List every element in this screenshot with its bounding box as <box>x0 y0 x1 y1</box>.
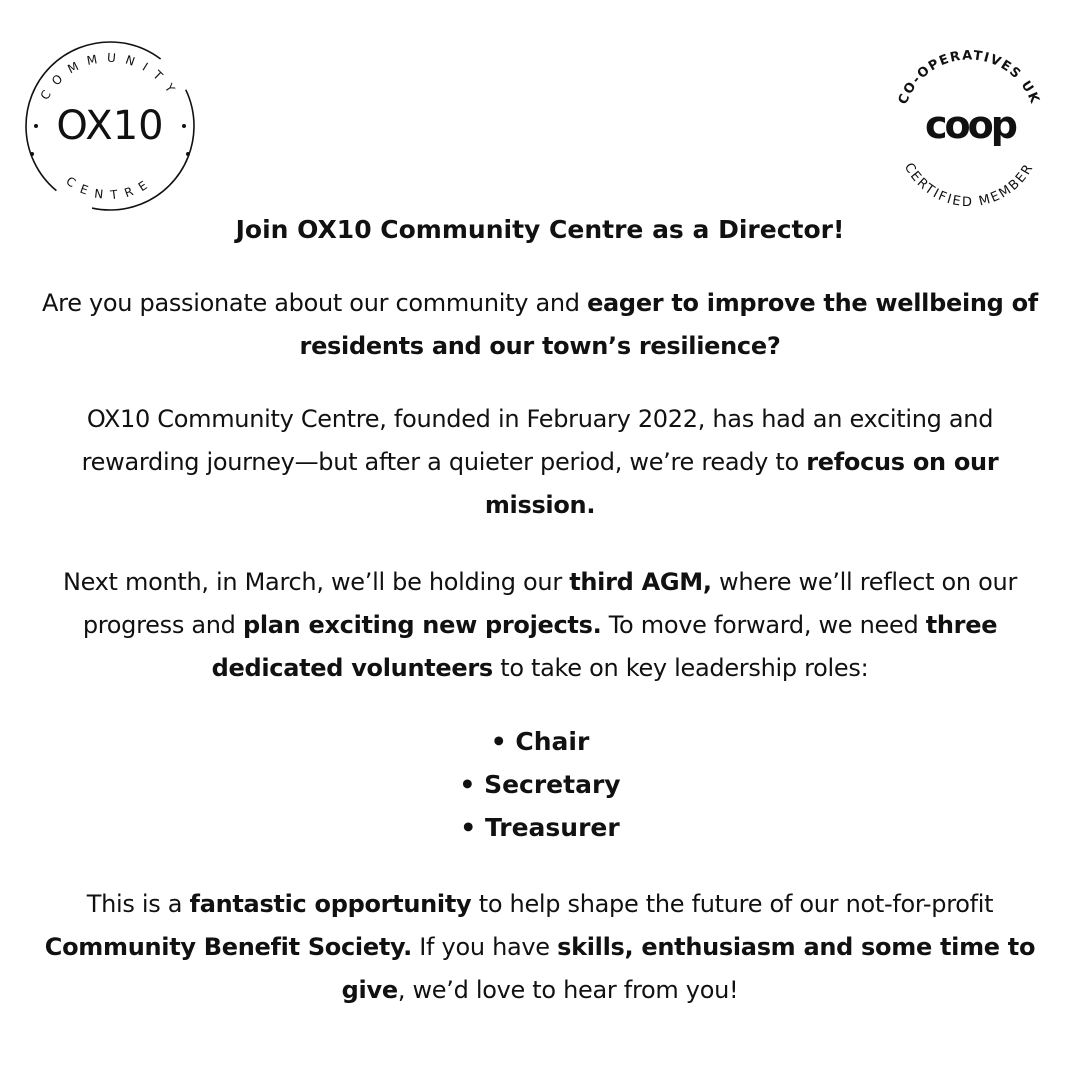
coop-certified-member-logo <box>884 50 1054 210</box>
logo-arc-cooperatives: CO-OPERATIVES UK <box>895 50 1043 107</box>
flyer-content <box>40 210 1040 1012</box>
logo-arc-community: COMMUNITY <box>37 50 183 103</box>
history-paragraph: OX10 Community Centre, founded in February 2022, has had an exciting and rewarding journey—but after a quieter period, we’re ready to refocus on our mission. <box>81 405 999 519</box>
intro-paragraph: Are you passionate about our community and eager to improve the wellbeing of residents and our town’s resilience? <box>42 289 1038 360</box>
closing-paragraph: This is a fantastic opportunity to help shape the future of our not-for-profit Community Benefit Society. If you have skills, enthusiasm and some time to give, we’d love to hear from you! <box>44 890 1036 1004</box>
logo-coop-wordmark: coop <box>925 103 1015 147</box>
logo-arc-certified: CERTIFIED MEMBER <box>900 160 1038 210</box>
logo-name: OX10 <box>56 103 164 149</box>
role-item: • Chair <box>490 727 590 756</box>
ox10-community-centre-logo <box>12 34 204 214</box>
logo-arc-centre: CENTRE <box>63 173 157 203</box>
heading: Join OX10 Community Centre as a Director! <box>235 215 845 244</box>
role-item: • Treasurer <box>460 813 620 842</box>
role-item: • Secretary <box>459 770 621 799</box>
roles-list <box>40 720 1040 849</box>
agm-paragraph: Next month, in March, we’ll be holding our third AGM, where we’ll reflect on our progress and plan exciting new projects. To move forward, we need three dedicated volunteers to take on key leadership roles: <box>62 568 1018 682</box>
